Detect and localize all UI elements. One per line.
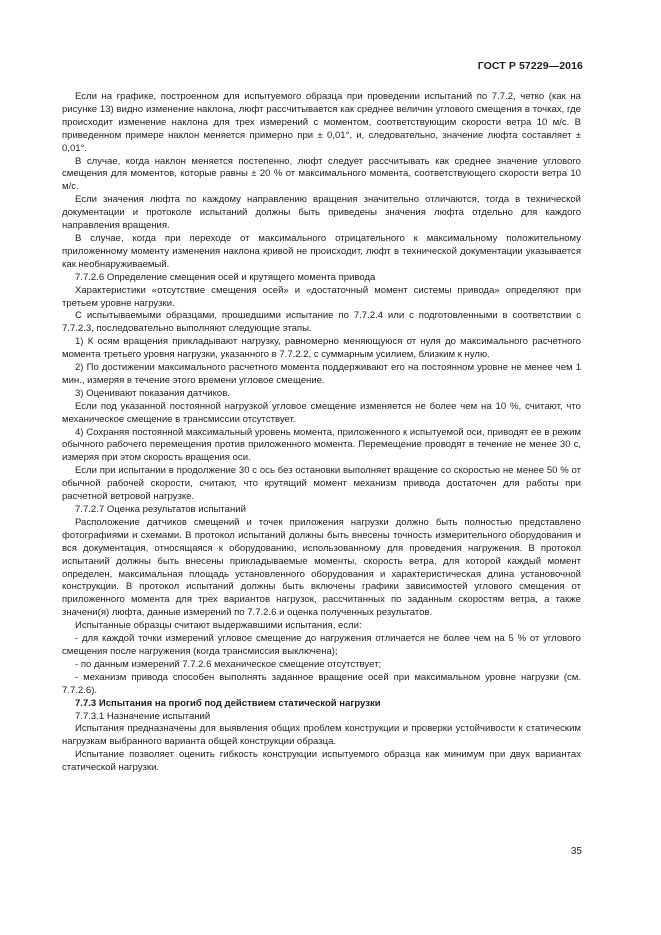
paragraph: Характеристики «отсутствие смещения осей» и «достаточный момент системы привода» определяют при третьем уровне нагрузки.: [62, 284, 581, 309]
list-item: 2) По достижении максимального расчетного момента поддерживают его на постоянном уровне не менее чем 1 мин., измеряя в течение этого времени угловое смещение.: [62, 362, 581, 386]
list-item: - для каждой точки измерений угловое смещение до нагружения отличается не более чем на 5 % от углового смещения после нагружения (когда трансмиссия выключена);: [62, 633, 581, 657]
section-heading: 7.7.2.7 Оценка результатов испытаний: [75, 504, 246, 515]
list-item: - механизм привода способен выполнять заданное вращение осей при максимальном уровне нагрузки (см. 7.7.2.6).: [62, 671, 581, 696]
paragraph: В случае, когда наклон меняется постепенно, люфт следует рассчитывать как среднее значение углового смещения для моментов, которые равны ± 20 % от максимального момента, соответствующего скорости ветра 10 м/с.: [62, 155, 581, 193]
list-item: 4) Сохраняя постоянной максимальный уровень момента, приложенного к испытуемой оси, приводят ее в режим обычного рабочего перемещения против приложенного момента. Перемещение проводят в течение не менее 30 с, измеряя при этом скорость вращения оси.: [62, 426, 581, 464]
paragraph: С испытываемыми образцами, прошедшими испытание по 7.7.2.4 или с подготовленными в соответствии с 7.7.2.3, последовательно выполняют следующие этапы.: [62, 310, 581, 335]
paragraph: Если под указанной постоянной нагрузкой угловое смещение изменяется не более чем на 10 %, считают, что механическое смещение в трансмиссии отсутствует.: [62, 400, 581, 425]
paragraph: Испытание позволяет оценить гибкость конструкции испытуемого образца как минимум при двух вариантах статической нагрузки.: [62, 749, 581, 774]
list-item: - по данным измерений 7.7.2.6 механическое смещение отсутствует;: [75, 658, 382, 670]
paragraph: Испытания предназначены для выявления общих проблем конструкции и проверки устойчивости к статическим нагрузкам выбранного варианта общей конструкции образца.: [62, 723, 581, 748]
section-heading: 7.7.2.6 Определение смещения осей и крутящего момента привода: [75, 271, 376, 283]
paragraph: Испытанные образцы считают выдержавшими испытания, если:: [75, 620, 362, 632]
page-number: 35: [570, 846, 582, 857]
paragraph: В случае, когда при переходе от максимального отрицательного к максимальному положительному приложенному моменту изменения наклона кривой не происходит, люфт в технической документации указывается как необнаруживаемый.: [62, 232, 581, 270]
document-body: [62, 91, 581, 775]
document-number: ГОСТ Р 57229—2016: [477, 60, 583, 72]
paragraph: Если на графике, построенном для испытуемого образца при проведении испытаний по 7.7.2, четко (как на рисунке 13) видно изменение наклона, люфт рассчитывается как среднее величин углового смещения в точках, где происходит изменение наклона для трех измерений с моментом, соответствующим скорости ветра 10 м/с. В приведенном примере наклон меняется примерно при ± 0,01°, и, следовательно, значение люфта составляет ± 0,01°.: [62, 91, 581, 154]
section-heading: 7.7.3.1 Назначение испытаний: [75, 710, 211, 722]
paragraph: Расположение датчиков смещений и точек приложения нагрузки должно быть полностью представлено фотографиями и схемами. В протокол испытаний должны быть внесены точность измерительного оборудования и вся документация, относящаяся к оборудованию, использованному для проведения нагружения. В протокол испытаний должны быть внесены прикладываемые моменты, скорость ветра, для которой каждый момент определен, максимальная площадь установленного оборудования и характеристическая длина установочной конструкции. В протокол испытаний должны быть включены графики зависимостей углового смещения от приложенного момента для трех вариантов нагрузок, рассчитанных по заданным скоростям ветра, а также значени(я) люфта, данные измерений по 7.7.2.6 и оценка полученных результатов.: [62, 516, 581, 619]
section-heading-bold: 7.7.3 Испытания на прогиб под действием статической нагрузки: [75, 697, 381, 709]
list-item: 1) К осям вращения прикладывают нагрузку, равномерно меняющуюся от нуля до максимального расчетного момента третьего уровня нагрузки, указанного в 7.7.2.2, с суммарным усилием, близким к нулю.: [62, 336, 581, 361]
paragraph: Если значения люфта по каждому направлению вращения значительно отличаются, тогда в технической документации и протоколе испытаний должны быть приведены значения люфта отдельно для каждого направления вращения.: [62, 194, 581, 232]
paragraph: Если при испытании в продолжение 30 с ось без остановки выполняет вращение со скоростью не менее 50 % от обычной рабочей скорости, считают, что крутящий момент механизм привода достаточен для работы при расчетной ветровой нагрузке.: [62, 465, 581, 503]
list-item: 3) Оценивают показания датчиков.: [75, 387, 230, 399]
